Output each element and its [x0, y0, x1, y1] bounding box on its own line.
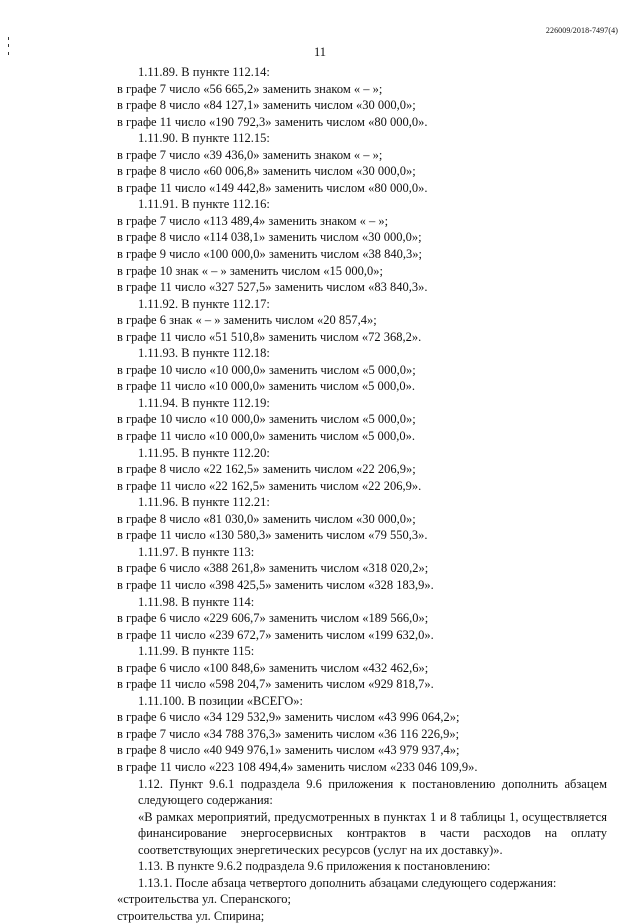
- amendment-line: в графе 7 число «39 436,0» заменить знаком « – »;: [117, 147, 383, 162]
- amendment-line: в графе 10 знак « – » заменить числом «15 000,0»;: [117, 263, 383, 278]
- amendment-line: в графе 11 число «239 672,7» заменить числом «199 632,0».: [117, 627, 434, 642]
- amendment-line: в графе 8 число «84 127,1» заменить числом «30 000,0»;: [117, 98, 416, 113]
- amendment-line: в графе 8 число «40 949 976,1» заменить числом «43 979 937,4»;: [117, 743, 460, 758]
- clause-heading: 1.11.90. В пункте 112.15:: [138, 131, 270, 146]
- amendment-line: в графе 11 число «130 580,3» заменить числом «79 550,3».: [117, 528, 428, 543]
- amendment-line: в графе 6 число «34 129 532,9» заменить числом «43 996 064,2»;: [117, 710, 460, 725]
- amendment-line: в графе 7 число «56 665,2» заменить знаком « – »;: [117, 81, 383, 96]
- amendment-line: в графе 8 число «114 038,1» заменить числом «30 000,0»;: [117, 230, 422, 245]
- clause-heading: 1.11.95. В пункте 112.20:: [138, 445, 270, 460]
- clause-heading: 1.13. В пункте 9.6.2 подраздела 9.6 приложения к постановлению:: [138, 859, 491, 874]
- clause-heading: 1.11.94. В пункте 112.19:: [138, 395, 270, 410]
- amendment-line: в графе 6 число «388 261,8» заменить числом «318 020,2»;: [117, 561, 429, 576]
- clause-heading: 1.13.1. После абзаца четвертого дополнить абзацами следующего содержания:: [138, 875, 557, 890]
- amendment-line: в графе 10 число «10 000,0» заменить числом «5 000,0»;: [117, 412, 416, 427]
- clause-heading: 1.11.89. В пункте 112.14:: [138, 65, 270, 79]
- amendment-line: в графе 11 число «22 162,5» заменить числом «22 206,9».: [117, 478, 422, 493]
- amendment-line: в графе 6 знак « – » заменить числом «20 857,4»;: [117, 313, 377, 328]
- clause-heading: 1.11.98. В пункте 114:: [138, 594, 255, 609]
- amendment-line: в графе 11 число «10 000,0» заменить числом «5 000,0».: [117, 429, 415, 444]
- document-body: [117, 64, 607, 924]
- clause-heading: 1.11.97. В пункте 113:: [138, 544, 255, 559]
- margin-mark: [8, 52, 9, 55]
- clause-heading: 1.11.93. В пункте 112.18:: [138, 346, 270, 361]
- clause-heading: 1.11.96. В пункте 112.21:: [138, 495, 270, 510]
- amendment-line: в графе 11 число «149 442,8» заменить числом «80 000,0».: [117, 180, 428, 195]
- clause-heading: 1.11.91. В пункте 112.16:: [138, 197, 270, 212]
- amendment-line: в графе 8 число «22 162,5» заменить числом «22 206,9»;: [117, 462, 416, 477]
- amendment-list-tail: [117, 858, 607, 924]
- amendment-line: в графе 8 число «81 030,0» заменить числом «30 000,0»;: [117, 511, 416, 526]
- amendment-line: в графе 8 число «60 006,8» заменить числом «30 000,0»;: [117, 164, 416, 179]
- amendment-line: в графе 11 число «190 792,3» заменить числом «80 000,0».: [117, 114, 428, 129]
- amendment-line: в графе 7 число «113 489,4» заменить знаком « – »;: [117, 213, 389, 228]
- page-number: 11: [313, 45, 327, 59]
- margin-mark: [8, 44, 9, 47]
- paragraph-quote: «В рамках мероприятий, предусмотренных в пунктах 1 и 8 таблицы 1, осуществляется финансирование энергосервисных контрактов в части расходов на оплату соответствующих энергетических ресурсов (услуг на их доставку)».: [138, 809, 607, 857]
- margin-mark: [8, 37, 9, 40]
- amendment-line: в графе 11 число «398 425,5» заменить числом «328 183,9».: [117, 577, 434, 592]
- document-registration-code: 226009/2018-7497(4): [545, 26, 618, 35]
- amendment-line: в графе 6 число «100 848,6» заменить числом «432 462,6»;: [117, 660, 429, 675]
- clause-heading: 1.11.100. В позиции «ВСЕГО»:: [138, 693, 303, 708]
- amendment-line: в графе 11 число «10 000,0» заменить числом «5 000,0».: [117, 379, 415, 394]
- clause-heading: 1.11.99. В пункте 115:: [138, 644, 255, 659]
- amendment-line: в графе 7 число «34 788 376,3» заменить числом «36 116 226,9»;: [117, 726, 460, 741]
- amendment-line: строительства ул. Спирина;: [117, 908, 265, 923]
- amendment-line: в графе 9 число «100 000,0» заменить числом «38 840,3»;: [117, 247, 423, 262]
- amendment-list: [117, 64, 607, 776]
- clause-heading: 1.11.92. В пункте 112.17:: [138, 296, 270, 311]
- amendment-line: в графе 11 число «223 108 494,4» заменить числом «233 046 109,9».: [117, 759, 478, 774]
- amendment-line: в графе 11 число «327 527,5» заменить числом «83 840,3».: [117, 280, 428, 295]
- amendment-line: в графе 11 число «598 204,7» заменить числом «929 818,7».: [117, 677, 434, 692]
- paragraph-1-12: 1.12. Пункт 9.6.1 подраздела 9.6 приложения к постановлению дополнить абзацем следующего содержания:: [138, 776, 607, 808]
- amendment-line: в графе 10 число «10 000,0» заменить числом «5 000,0»;: [117, 362, 416, 377]
- amendment-line: «строительства ул. Сперанского;: [117, 892, 291, 907]
- amendment-line: в графе 6 число «229 606,7» заменить числом «189 566,0»;: [117, 611, 429, 626]
- amendment-line: в графе 11 число «51 510,8» заменить числом «72 368,2».: [117, 329, 422, 344]
